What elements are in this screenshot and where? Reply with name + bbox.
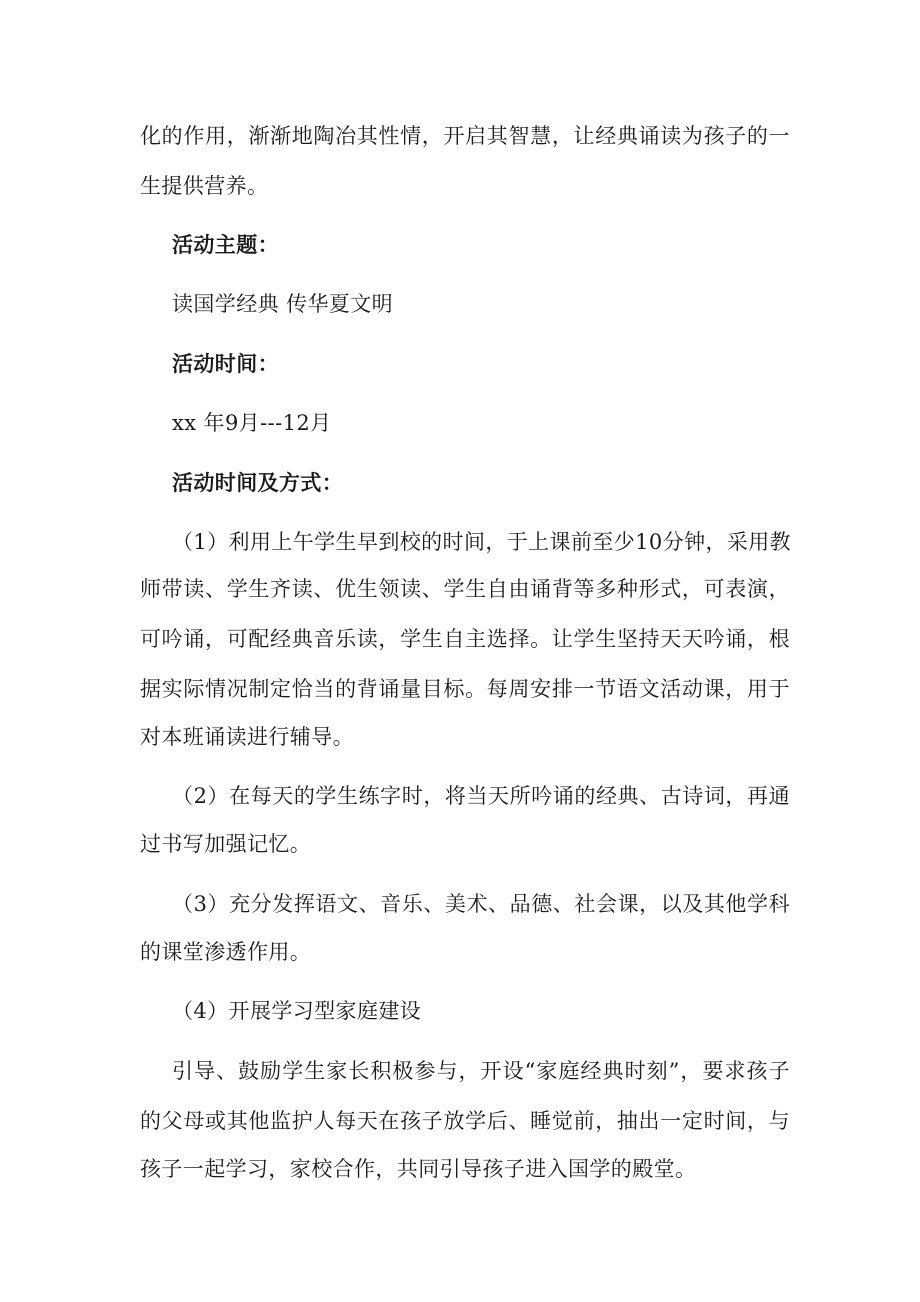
item1-line-2: 师带读、学生齐读、优生领读、学生自由诵背等多种形式，可表演， bbox=[140, 577, 790, 601]
item4-line-1: 引导、鼓励学生家长积极参与，开设“家庭经典时刻”，要求孩子 bbox=[172, 1059, 790, 1083]
item4-line-2: 的父母或其他监护人每天在孩子放学后、睡觉前，抽出一定时间，与 bbox=[140, 1109, 790, 1133]
theme-text: 读国学经典 传华夏文明 bbox=[172, 292, 394, 316]
intro-line-1: 化的作用，渐渐地陶冶其性情，开启其智慧，让经典诵读为孩子的一 bbox=[140, 124, 790, 148]
intro-line-2: 生提供营养。 bbox=[140, 174, 269, 198]
time-heading: 活动时间： bbox=[172, 351, 279, 376]
item4-heading: （4）开展学习型家庭建设 bbox=[172, 999, 422, 1023]
item1-line-4: 据实际情况制定恰当的背诵量目标。每周安排一节语文活动课，用于 bbox=[140, 677, 790, 701]
item1-line-1: （1）利用上午学生早到校的时间，于上课前至少10分钟，采用教 bbox=[172, 530, 792, 554]
item4-line-3: 孩子一起学习，家校合作，共同引导孩子进入国学的殿堂。 bbox=[140, 1157, 697, 1181]
theme-heading: 活动主题： bbox=[172, 232, 279, 257]
item2-line-1: （2）在每天的学生练字时，将当天所吟诵的经典、古诗词，再通 bbox=[172, 784, 790, 808]
item1-line-3: 可吟诵，可配经典音乐读，学生自主选择。让学生坚持天天吟诵，根 bbox=[140, 627, 790, 651]
item1-line-5: 对本班诵读进行辅导。 bbox=[140, 725, 354, 749]
item3-line-2: 的课堂渗透作用。 bbox=[140, 940, 312, 964]
item2-line-2: 过书写加强记忆。 bbox=[140, 832, 312, 856]
time-text: xx 年9月---12月 bbox=[172, 411, 332, 435]
method-heading: 活动时间及方式： bbox=[172, 470, 344, 495]
item3-line-1: （3）充分发挥语文、音乐、美术、品德、社会课，以及其他学科 bbox=[172, 892, 790, 916]
